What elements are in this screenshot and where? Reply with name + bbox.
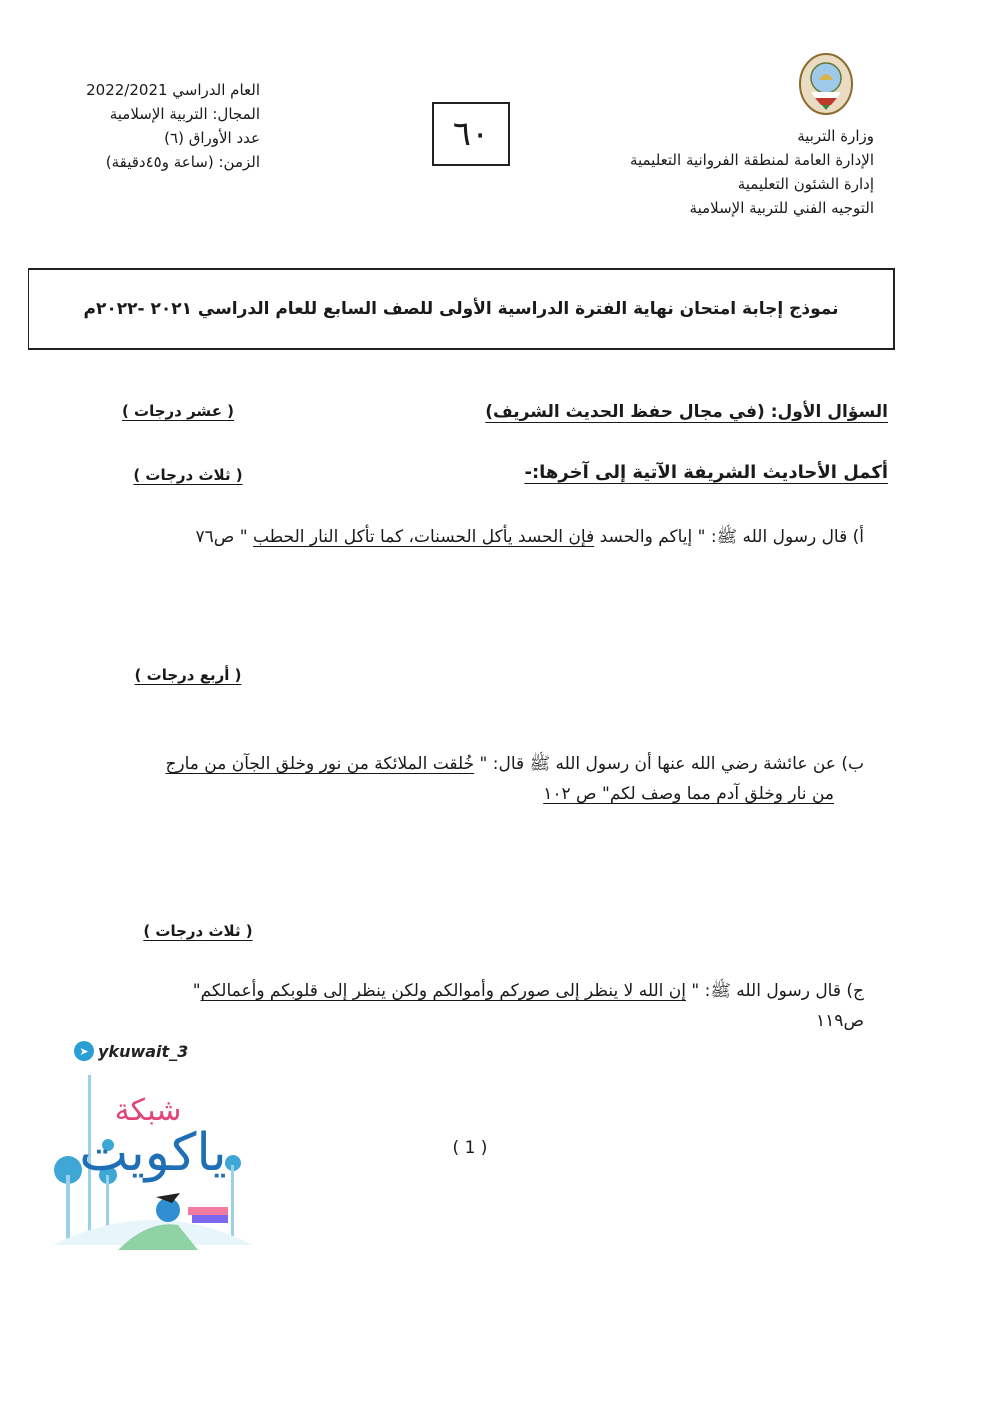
exam-title: نموذج إجابة امتحان نهاية الفترة الدراسية الأولى للصف السابع للعام الدراسي ٢٠٢١ -٢٠٢٢م xyxy=(83,299,839,319)
hadith-a xyxy=(84,522,864,552)
score-value: ٦٠ xyxy=(452,114,490,154)
hadith-c-marks: ( ثلاث درجات ) xyxy=(143,922,253,940)
ministry-name: وزارة التربية xyxy=(797,127,874,145)
hadith-c-page: ص١١٩ xyxy=(816,1011,864,1031)
hadith-c-prefix: ج) قال رسول الله ﷺ: " xyxy=(685,981,864,1001)
ykuwait-logo xyxy=(48,1075,258,1260)
instruction-marks: ( ثلاث درجات ) xyxy=(133,466,243,484)
telegram-icon: ➤ xyxy=(74,1041,94,1061)
page-number: ( 1 ) xyxy=(452,1138,488,1158)
hadith-a-suffix: " ص٧٦ xyxy=(195,527,253,547)
directorate-name: الإدارة العامة لمنطقة الفروانية التعليمية xyxy=(629,151,874,169)
hadith-b-prefix: ب) عن عائشة رضي الله عنها أن رسول الله ﷺ قال: " xyxy=(474,754,864,774)
supervision-name: التوجيه الفني للتربية الإسلامية xyxy=(689,199,874,217)
hadith-c-answer: إن الله لا ينظر إلى صوركم وأموالكم ولكن ينظر إلى قلوبكم وأعمالكم xyxy=(200,981,686,1001)
brand-top: شبكة xyxy=(114,1093,182,1128)
exam-title-box xyxy=(28,268,895,350)
header-left-info xyxy=(60,78,260,174)
hadith-c-suffix: " xyxy=(192,981,201,1001)
hadith-a-prefix: أ) قال رسول الله ﷺ: " إياكم والحسد xyxy=(594,527,864,547)
pages-count: عدد الأوراق (٦) xyxy=(164,129,260,147)
question-1-marks: ( عشر درجات ) xyxy=(121,402,235,420)
question-1-heading: السؤال الأول: (في مجال حفظ الحديث الشريف) xyxy=(485,402,888,422)
hadith-b-answer-line1: خُلقت الملائكة من نور وخلق الجآن من مارج xyxy=(165,754,475,774)
subject-field: المجال: التربية الإسلامية xyxy=(109,105,260,123)
hadith-a-answer: فإن الحسد يأكل الحسنات، كما تأكل النار الحطب xyxy=(252,527,595,547)
hadith-c xyxy=(64,976,864,1036)
telegram-handle-text: ykuwait_3 xyxy=(98,1041,189,1061)
question-1-instruction: أكمل الأحاديث الشريفة الآتية إلى آخرها:- xyxy=(524,462,888,483)
exam-time: الزمن: (ساعة و٤٥دقيقة) xyxy=(105,153,260,171)
hadith-b-answer-line2: من نار وخلق آدم مما وصف لكم" ص ١٠٢ xyxy=(543,784,834,804)
hadith-b xyxy=(64,749,864,809)
score-box xyxy=(432,102,510,166)
academic-year: العام الدراسي 2022/2021 xyxy=(86,81,260,99)
brand-main: ياكويت xyxy=(79,1123,227,1183)
telegram-handle xyxy=(74,1041,188,1061)
ministry-emblem xyxy=(797,48,855,118)
hadith-b-marks: ( أربع درجات ) xyxy=(134,666,242,684)
header-right-info xyxy=(574,124,874,220)
affairs-name: إدارة الشئون التعليمية xyxy=(737,175,874,193)
